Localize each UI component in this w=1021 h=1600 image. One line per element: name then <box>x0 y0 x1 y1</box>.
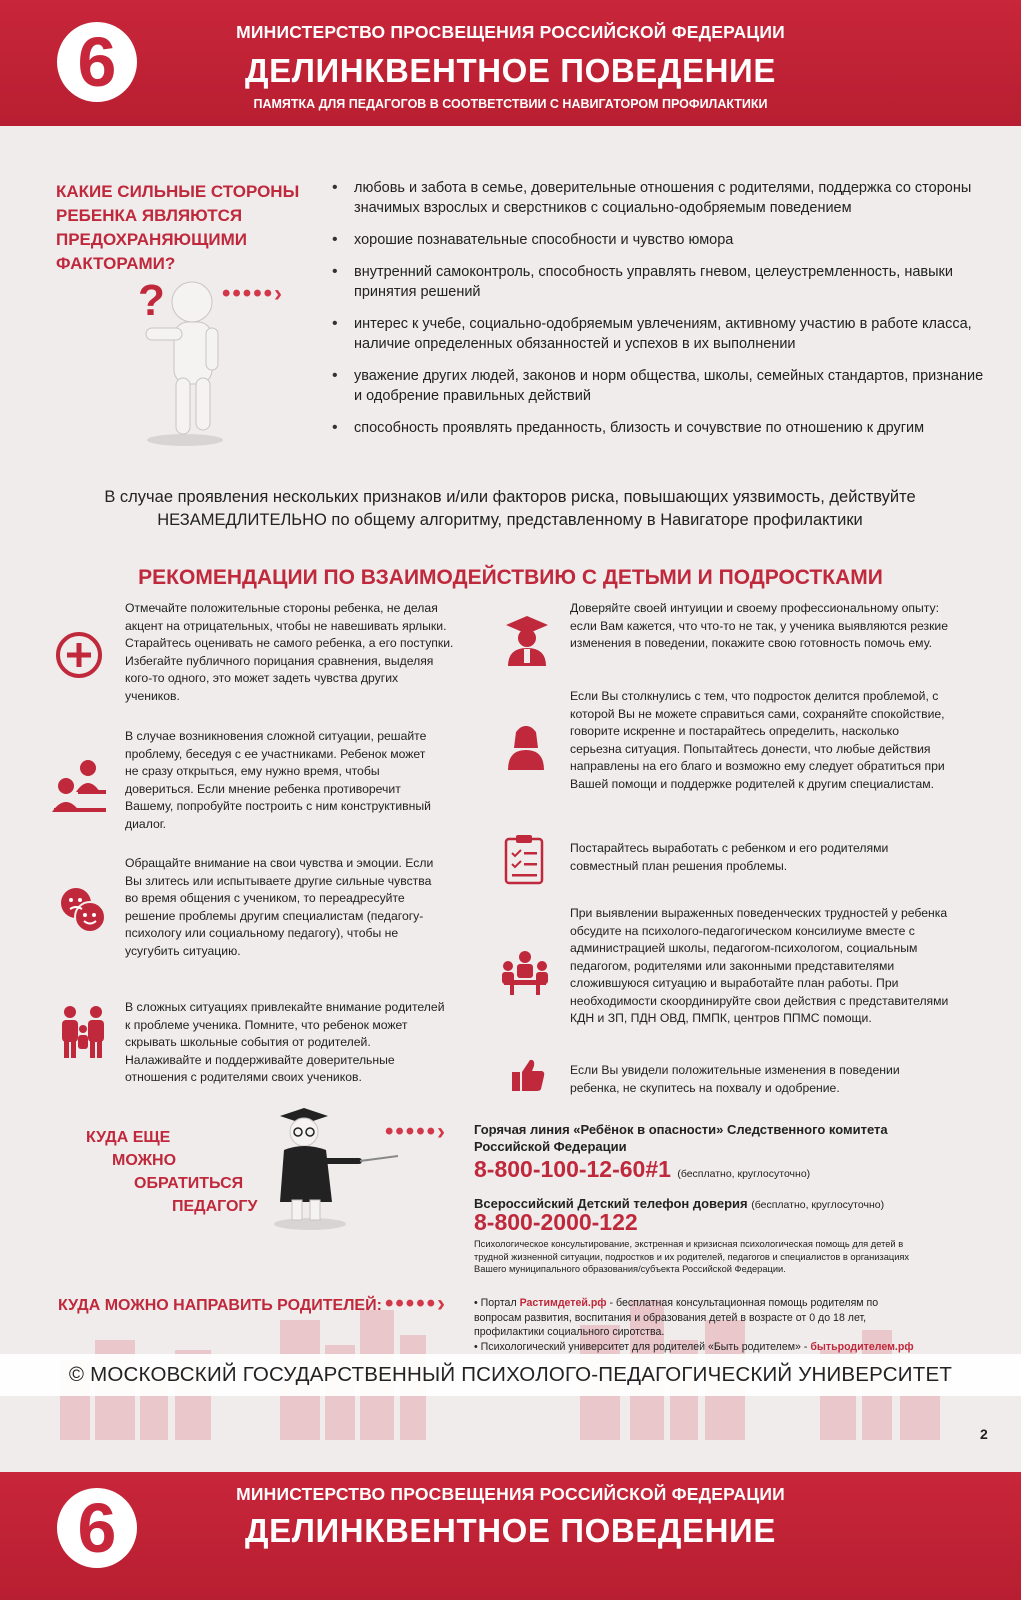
question-mark-icon: ? <box>138 276 165 325</box>
ministry-name: МИНИСТЕРСТВО ПРОСВЕЩЕНИЯ РОССИЙСКОЙ ФЕДЕРАЦИИ <box>236 22 785 42</box>
portal1-text: - бесплатная консультационная помощь родителям по вопросам развития, воспитания и образования детей в возрасте от 0 до 18 лет, профилактики социального сиротства. <box>474 1297 879 1338</box>
recommendation-right-5: Если Вы увидели положительные изменения в поведении ребенка, не скупитесь на похвалу и одобрение. <box>570 1063 900 1095</box>
portal2-text: • Психологический университет для родителей «Быть родителем» - <box>474 1340 811 1353</box>
arrow-dots-icon: •••••› <box>222 280 285 307</box>
ministry-name: МИНИСТЕРСТВО ПРОСВЕЩЕНИЯ РОССИЙСКОЙ ФЕДЕРАЦИИ <box>236 1484 785 1504</box>
recommendation-left-3: Обращайте внимание на свои чувства и эмоции. Если Вы злитесь или испытываете другие сильные чувства во время общения с учеником, то переадресуйте решение проблемы другим специалистам (педагогу-психологу или социальному педагогу), чтобы не усугубить ситуацию. <box>125 856 434 958</box>
recommendation-left-2: В случае возникновения сложной ситуации, решайте проблему, беседуя с ее участниками. Ребенок может не сразу открыться, ему нужно время, чтобы довериться. Если мнение ребенка противоречит Вашему, попробуйте построить с ним конструктивный диалог. <box>125 729 431 831</box>
protective-factors-list <box>332 178 992 450</box>
page-title: ДЕЛИНКВЕНТНОЕ ПОВЕДЕНИЕ <box>245 1512 776 1549</box>
hotline1-number: 8-800-100-12-60#1 <box>474 1156 671 1182</box>
list-item: • уважение других людей, законов и норм общества, школы, семейных стандартов, признание и одобрение правильных действий <box>332 366 992 406</box>
clipboard-icon <box>503 833 545 885</box>
plus-circle-icon <box>54 630 104 680</box>
hotline2-description: Психологическое консультирование, экстренная и кризисная психологическая помощь для детей в трудной жизненной ситуации, подростков и их родителей, педагогов и специалистов в организациях Вашего муниципального образования/субъекта Российской Федерации. <box>474 1239 910 1274</box>
copyright: © МОСКОВСКИЙ ГОСУДАРСТВЕННЫЙ ПСИХОЛОГО-ПЕДАГОГИЧЕСКИЙ УНИВЕРСИТЕТ <box>0 1354 1021 1396</box>
page-title: ДЕЛИНКВЕНТНОЕ ПОВЕДЕНИЕ <box>245 52 776 89</box>
list-item: • хорошие познавательные способности и чувство юмора <box>332 230 992 250</box>
where-teacher-line3: ОБРАТИТЬСЯ <box>134 1175 244 1192</box>
logo-glyph: 6 <box>77 1489 117 1567</box>
page-subtitle: ПАМЯТКА ДЛЯ ПЕДАГОГОВ В СООТВЕТСТВИИ С НАВИГАТОРОМ ПРОФИЛАКТИКИ <box>253 97 768 111</box>
thumbs-up-icon <box>510 1057 546 1093</box>
protective-question: КАКИЕ СИЛЬНЫЕ СТОРОНЫ РЕБЕНКА ЯВЛЯЮТСЯ ПРЕДОХРАНЯЮЩИМИ ФАКТОРАМИ? <box>56 182 300 273</box>
logo-glyph: 6 <box>77 23 117 101</box>
recommendation-right-4: При выявлении выраженных поведенческих трудностей у ребенка обсудите на психолого-педагогическом консилиуме вместе с администрацией школы, педагогом-психологом, социальным педагогом, родителями или законными представителями сложившуюся ситуацию и выработайте план работы. При необходимости скоординируйте свои действия с представителями КДН и ЗП, ПДН ОВД, ПМПК, центров ППМС помощи. <box>570 906 949 1025</box>
list-item: • любовь и забота в семье, доверительные отношения с родителями, поддержка со стороны значимых взрослых и сверстников с социально-одобряемым поведением <box>332 178 992 218</box>
recommendation-right-2: Если Вы столкнулись с тем, что подросток делится проблемой, с которой Вы не можете справиться сами, сохраняйте спокойствие, говорите искренне и постарайтесь определить, насколько серьезна ситуация. Попытайтесь донести, что любые действия направлены на его благо и возможно ему следует обратиться при Вашей помощи и поддержке родителей к другим специалистам. <box>570 689 945 791</box>
arrow-dots-icon: •••••› <box>385 1290 448 1317</box>
council-icon <box>500 950 550 996</box>
portal2-link[interactable]: бытьродителем.рф <box>810 1340 914 1353</box>
risk-notice: В случае проявления нескольких признаков и/или факторов риска, повышающих уязвимость, действуйте НЕЗАМЕДЛИТЕЛЬНО по общему алгоритму, представленному в Навигаторе профилактики <box>104 488 916 529</box>
where-teacher-line2: МОЖНО <box>112 1152 177 1169</box>
where-teacher-line4: ПЕДАГОГУ <box>172 1198 258 1215</box>
hotline1-title: Горячая линия «Ребёнок в опасности» Следственного комитета Российской Федерации <box>474 1122 888 1154</box>
professor-figure-icon <box>262 1102 402 1232</box>
page-number: 2 <box>980 1426 988 1442</box>
parents-title: КУДА МОЖНО НАПРАВИТЬ РОДИТЕЛЕЙ: <box>58 1297 382 1314</box>
hotline2-name: Всероссийский Детский телефон доверия <box>474 1196 748 1211</box>
header-band <box>0 0 1021 126</box>
recommendation-right-3: Постарайтесь выработать с ребенком и его родителями совместный план решения проблемы. <box>570 841 889 873</box>
arrow-dots-icon: •••••› <box>385 1118 448 1145</box>
recommendation-left-1: Отмечайте положительные стороны ребенка, не делая акцент на отрицательных, чтобы не навешивать ярлыки. Старайтесь оценивать не самого ребенка, а его поступки. Избегайте публичного порицания сравнения, выделяя кого-то одного, это может задеть чувства других учеников. <box>125 601 454 703</box>
hotline1-phone[interactable] <box>474 1156 810 1183</box>
recommendations-title: РЕКОМЕНДАЦИИ ПО ВЗАИМОДЕЙСТВИЮ С ДЕТЬМИ И ПОДРОСТКАМИ <box>138 566 883 589</box>
hotline2-note: (бесплатно, круглосуточно) <box>751 1199 885 1211</box>
hotline2-phone[interactable]: 8-800-2000-122 <box>474 1209 638 1235</box>
recommendation-right-1: Доверяйте своей интуиции и своему профессиональному опыту: если Вам кажется, что что-то не так, у ученика выявляются резкие изменения в поведении, покажите свою готовность помочь ему. <box>570 601 949 650</box>
emotions-icon <box>58 885 108 935</box>
hotline1-note: (бесплатно, круглосуточно) <box>677 1168 811 1180</box>
list-item: • внутренний самоконтроль, способность управлять гневом, целеустремленность, навыки принятия решений <box>332 262 992 302</box>
logo <box>57 1488 137 1568</box>
portal1-link[interactable]: Растимдетей.рф <box>519 1297 607 1309</box>
where-teacher-line1: КУДА ЕЩЕ <box>86 1129 171 1146</box>
parents-portals <box>474 1296 924 1354</box>
graduate-icon <box>504 614 550 666</box>
family-icon <box>58 1005 108 1059</box>
conversation-people-icon <box>50 756 110 816</box>
portal1-prefix: • Портал <box>474 1297 520 1309</box>
list-item: • способность проявлять преданность, близость и сочувствие по отношению к другим <box>332 418 992 438</box>
next-page-header-band <box>0 1472 1021 1600</box>
recommendation-left-4: В сложных ситуациях привлекайте внимание родителей к проблеме ученика. Помните, что ребенок может скрывать школьные события от родителей. Налаживайте и поддерживайте доверительные отношения с родителями своих учеников. <box>125 1000 445 1084</box>
list-item: • интерес к учебе, социально-одобряемым увлечениям, активному участию в работе класса, наличие определенных обязанностей и успехов в их выполнении <box>332 314 992 354</box>
woman-icon <box>506 724 546 770</box>
